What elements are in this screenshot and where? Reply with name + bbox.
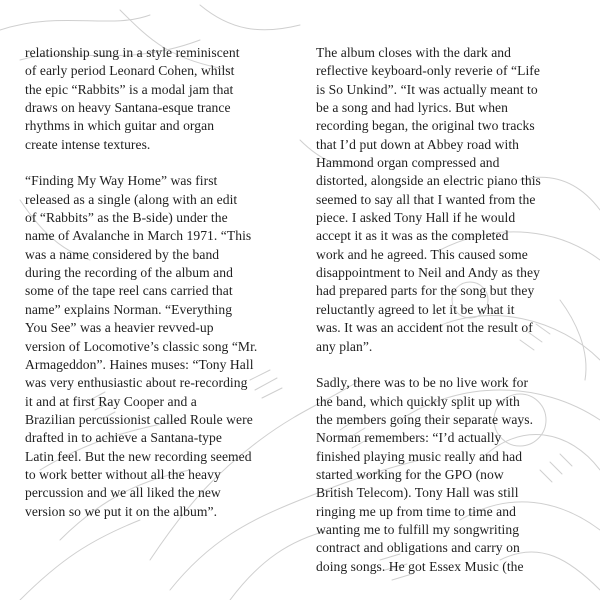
text-line: version of Locomotive’s classic song “Mr.	[25, 338, 258, 354]
text-line: accept it as it was as the completed	[316, 228, 509, 244]
right-paragraph-1	[316, 44, 592, 356]
text-line: was. It was an accident not the result of	[316, 320, 533, 336]
text-line: British Telecom). Tony Hall was still	[316, 485, 519, 501]
text-line: Sadly, there was to be no live work for	[316, 375, 529, 391]
text-line: drafted in to achieve a Santana-type	[25, 430, 222, 446]
left-text-column	[25, 44, 300, 521]
text-line: relationship sung in a style reminiscent	[25, 45, 240, 60]
text-line: it and at first Ray Cooper and a	[25, 393, 197, 409]
text-line: is So Unkind”. “It was actually meant to	[316, 81, 538, 97]
text-line: version so we put it on the album”.	[25, 503, 218, 519]
text-line: distorted, alongside an electric piano this	[316, 173, 541, 189]
text-line: ringing me up from time to time and	[316, 503, 516, 519]
text-line: disappointment to Neil and Andy as they	[316, 265, 540, 281]
paragraph-spacer	[316, 356, 592, 374]
text-line: to work better without all the heavy	[25, 466, 221, 482]
text-line: the epic “Rabbits” is a modal jam that	[25, 81, 234, 97]
text-line: You See” was a heavier revved-up	[25, 320, 214, 336]
text-line: Latin feel. But the new recording seemed	[25, 448, 252, 464]
text-line: piece. I asked Tony Hall if he would	[316, 210, 516, 226]
text-line: the band, which quickly split up with	[316, 393, 520, 409]
text-line: name” explains Norman. “Everything	[25, 301, 233, 317]
text-line: contract and obligations and carry on	[316, 540, 520, 556]
text-line: the members going their separate ways.	[316, 411, 534, 427]
paragraph-spacer	[25, 154, 300, 172]
text-line: percussion and we all liked the new	[25, 485, 221, 501]
text-line: any plan”.	[316, 338, 373, 354]
text-line: some of the tape reel cans carried that	[25, 283, 233, 299]
text-line: was a name considered by the band	[25, 246, 220, 262]
text-line: doing songs. He got Essex Music (the	[316, 558, 524, 574]
text-line: of early period Leonard Cohen, whilst	[25, 63, 235, 79]
text-line: Hammond organ compressed and	[316, 155, 500, 171]
text-line: draws on heavy Santana-esque trance	[25, 100, 231, 116]
text-line: reflective keyboard-only reverie of “Life	[316, 63, 540, 79]
text-line: wanting me to fulfill my songwriting	[316, 521, 520, 537]
left-paragraph-2	[25, 172, 300, 521]
text-line: released as a single (along with an edit	[25, 191, 238, 207]
text-line: finished playing music really and had	[316, 448, 523, 464]
text-line: create intense textures.	[25, 136, 151, 152]
text-line: started working for the GPO (now	[316, 466, 504, 482]
text-line: Brazilian percussionist called Roule were	[25, 411, 253, 427]
text-line: seemed to say all that I wanted from the	[316, 191, 536, 207]
text-line: work and he agreed. This caused some	[316, 246, 528, 262]
text-line: name of Avalanche in March 1971. “This	[25, 228, 252, 244]
text-line: had prepared parts for the song but they	[316, 283, 535, 299]
text-line: was very enthusiastic about re-recording	[25, 375, 248, 391]
text-line: Armageddon”. Haines muses: “Tony Hall	[25, 356, 254, 372]
text-line: rhythms in which guitar and organ	[25, 118, 215, 134]
right-paragraph-2	[316, 374, 592, 576]
text-line: during the recording of the album and	[25, 265, 233, 281]
text-line: “Finding My Way Home” was first	[25, 173, 218, 189]
text-line: The album closes with the dark and	[316, 45, 511, 60]
right-text-column	[316, 44, 592, 576]
text-line: that I’d put down at Abbey road with	[316, 136, 520, 152]
text-line: be a song and had lyrics. But when	[316, 100, 508, 116]
left-paragraph-1	[25, 44, 300, 154]
text-line: recording began, the original two tracks	[316, 118, 535, 134]
text-line: of “Rabbits” as the B-side) under the	[25, 210, 228, 226]
text-line: reluctantly agreed to let it be what it	[316, 301, 515, 317]
text-line: Norman remembers: “I’d actually	[316, 430, 502, 446]
